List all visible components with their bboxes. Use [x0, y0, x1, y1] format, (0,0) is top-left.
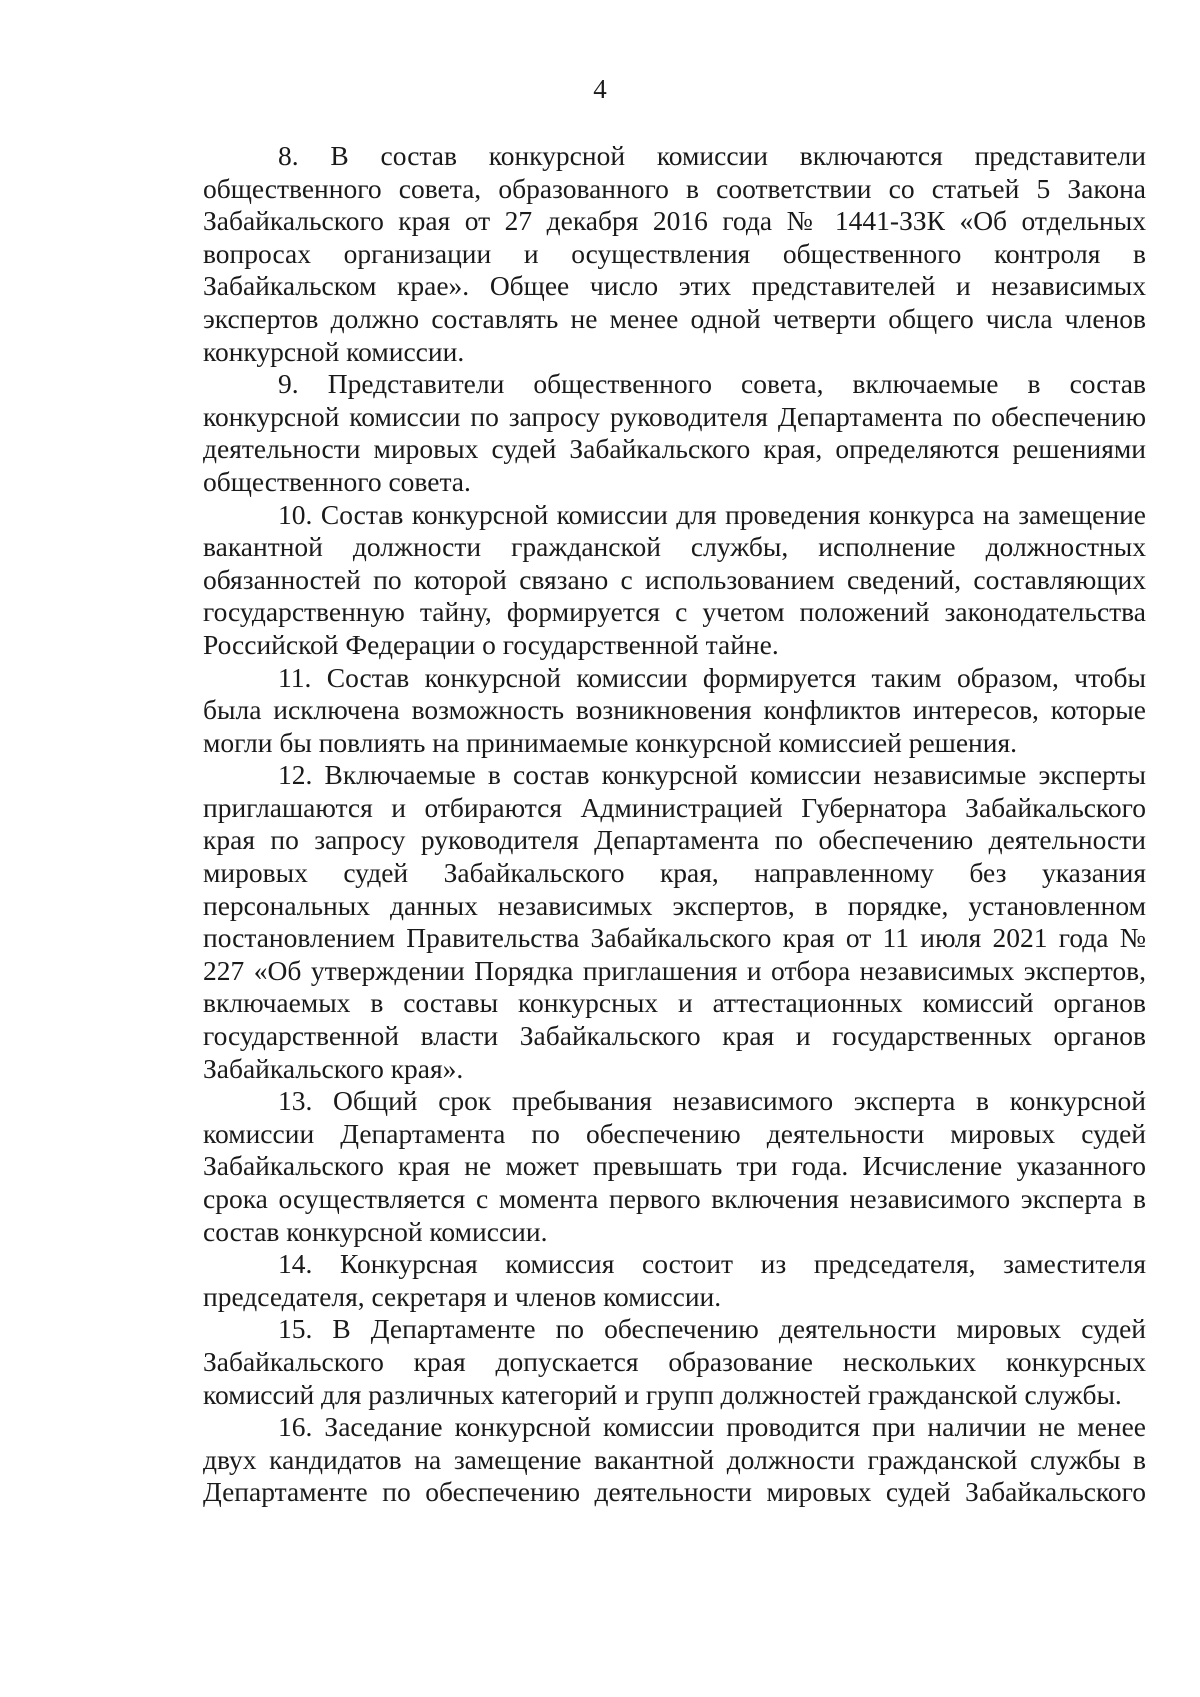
paragraph-9: 9. Представители общественного совета, включаемые в состав конкурсной комиссии по запросу руководителя Департамента по обеспечению деятельности мировых судей Забайкальского края, определяются решениями общественного совета.: [203, 368, 1146, 497]
document-body: [203, 140, 1146, 1509]
paragraph-15: 15. В Департаменте по обеспечению деятельности мировых судей Забайкальского края допускается образование нескольких конкурсных комиссий для различных категорий и групп должностей гражданской службы.: [203, 1313, 1146, 1410]
page-number: 4: [593, 74, 607, 104]
paragraph-8: 8. В состав конкурсной комиссии включаются представители общественного совета, образованного в соответствии со статьей 5 Закона Забайкальского края от 27 декабря 2016 года № 1441-ЗЗК «Об отдельных вопросах организации и осуществления общественного контроля в Забайкальском крае». Общее число этих представителей и независимых экспертов должно составлять не менее одной четверти общего числа членов конкурсной комиссии.: [203, 140, 1146, 367]
paragraph-12: 12. Включаемые в состав конкурсной комиссии независимые эксперты приглашаются и отбираются Администрацией Губернатора Забайкальского края по запросу руководителя Департамента по обеспечению деятельности мировых судей Забайкальского края, направленному без указания персональных данных независимых экспертов, в порядке, установленном постановлением Правительства Забайкальского края от 11 июля 2021 года № 227 «Об утверждении Порядка приглашения и отбора независимых экспертов, включаемых в составы конкурсных и аттестационных комиссий органов государственной власти Забайкальского края и государственных органов Забайкальского края».: [203, 759, 1146, 1084]
paragraph-13: 13. Общий срок пребывания независимого эксперта в конкурсной комиссии Департамента по обеспечению деятельности мировых судей Забайкальского края не может превышать три года. Исчисление указанного срока осуществляется с момента первого включения независимого эксперта в состав конкурсной комиссии.: [203, 1085, 1146, 1247]
paragraph-11: 11. Состав конкурсной комиссии формируется таким образом, чтобы была исключена возможность возникновения конфликтов интересов, которые могли бы повлиять на принимаемые конкурсной комиссией решения.: [203, 661, 1146, 758]
paragraph-10: 10. Состав конкурсной комиссии для проведения конкурса на замещение вакантной должности гражданской службы, исполнение должностных обязанностей по которой связано с использованием сведений, составляющих государственную тайну, формируется с учетом положений законодательства Российской Федерации о государственной тайне.: [203, 498, 1146, 660]
paragraph-16: 16. Заседание конкурсной комиссии проводится при наличии не менее двух кандидатов на замещение вакантной должности гражданской службы в Департаменте по обеспечению деятельности мировых судей Забайкальского: [203, 1411, 1146, 1508]
paragraph-14: 14. Конкурсная комиссия состоит из председателя, заместителя председателя, секретаря и членов комиссии.: [203, 1248, 1146, 1312]
